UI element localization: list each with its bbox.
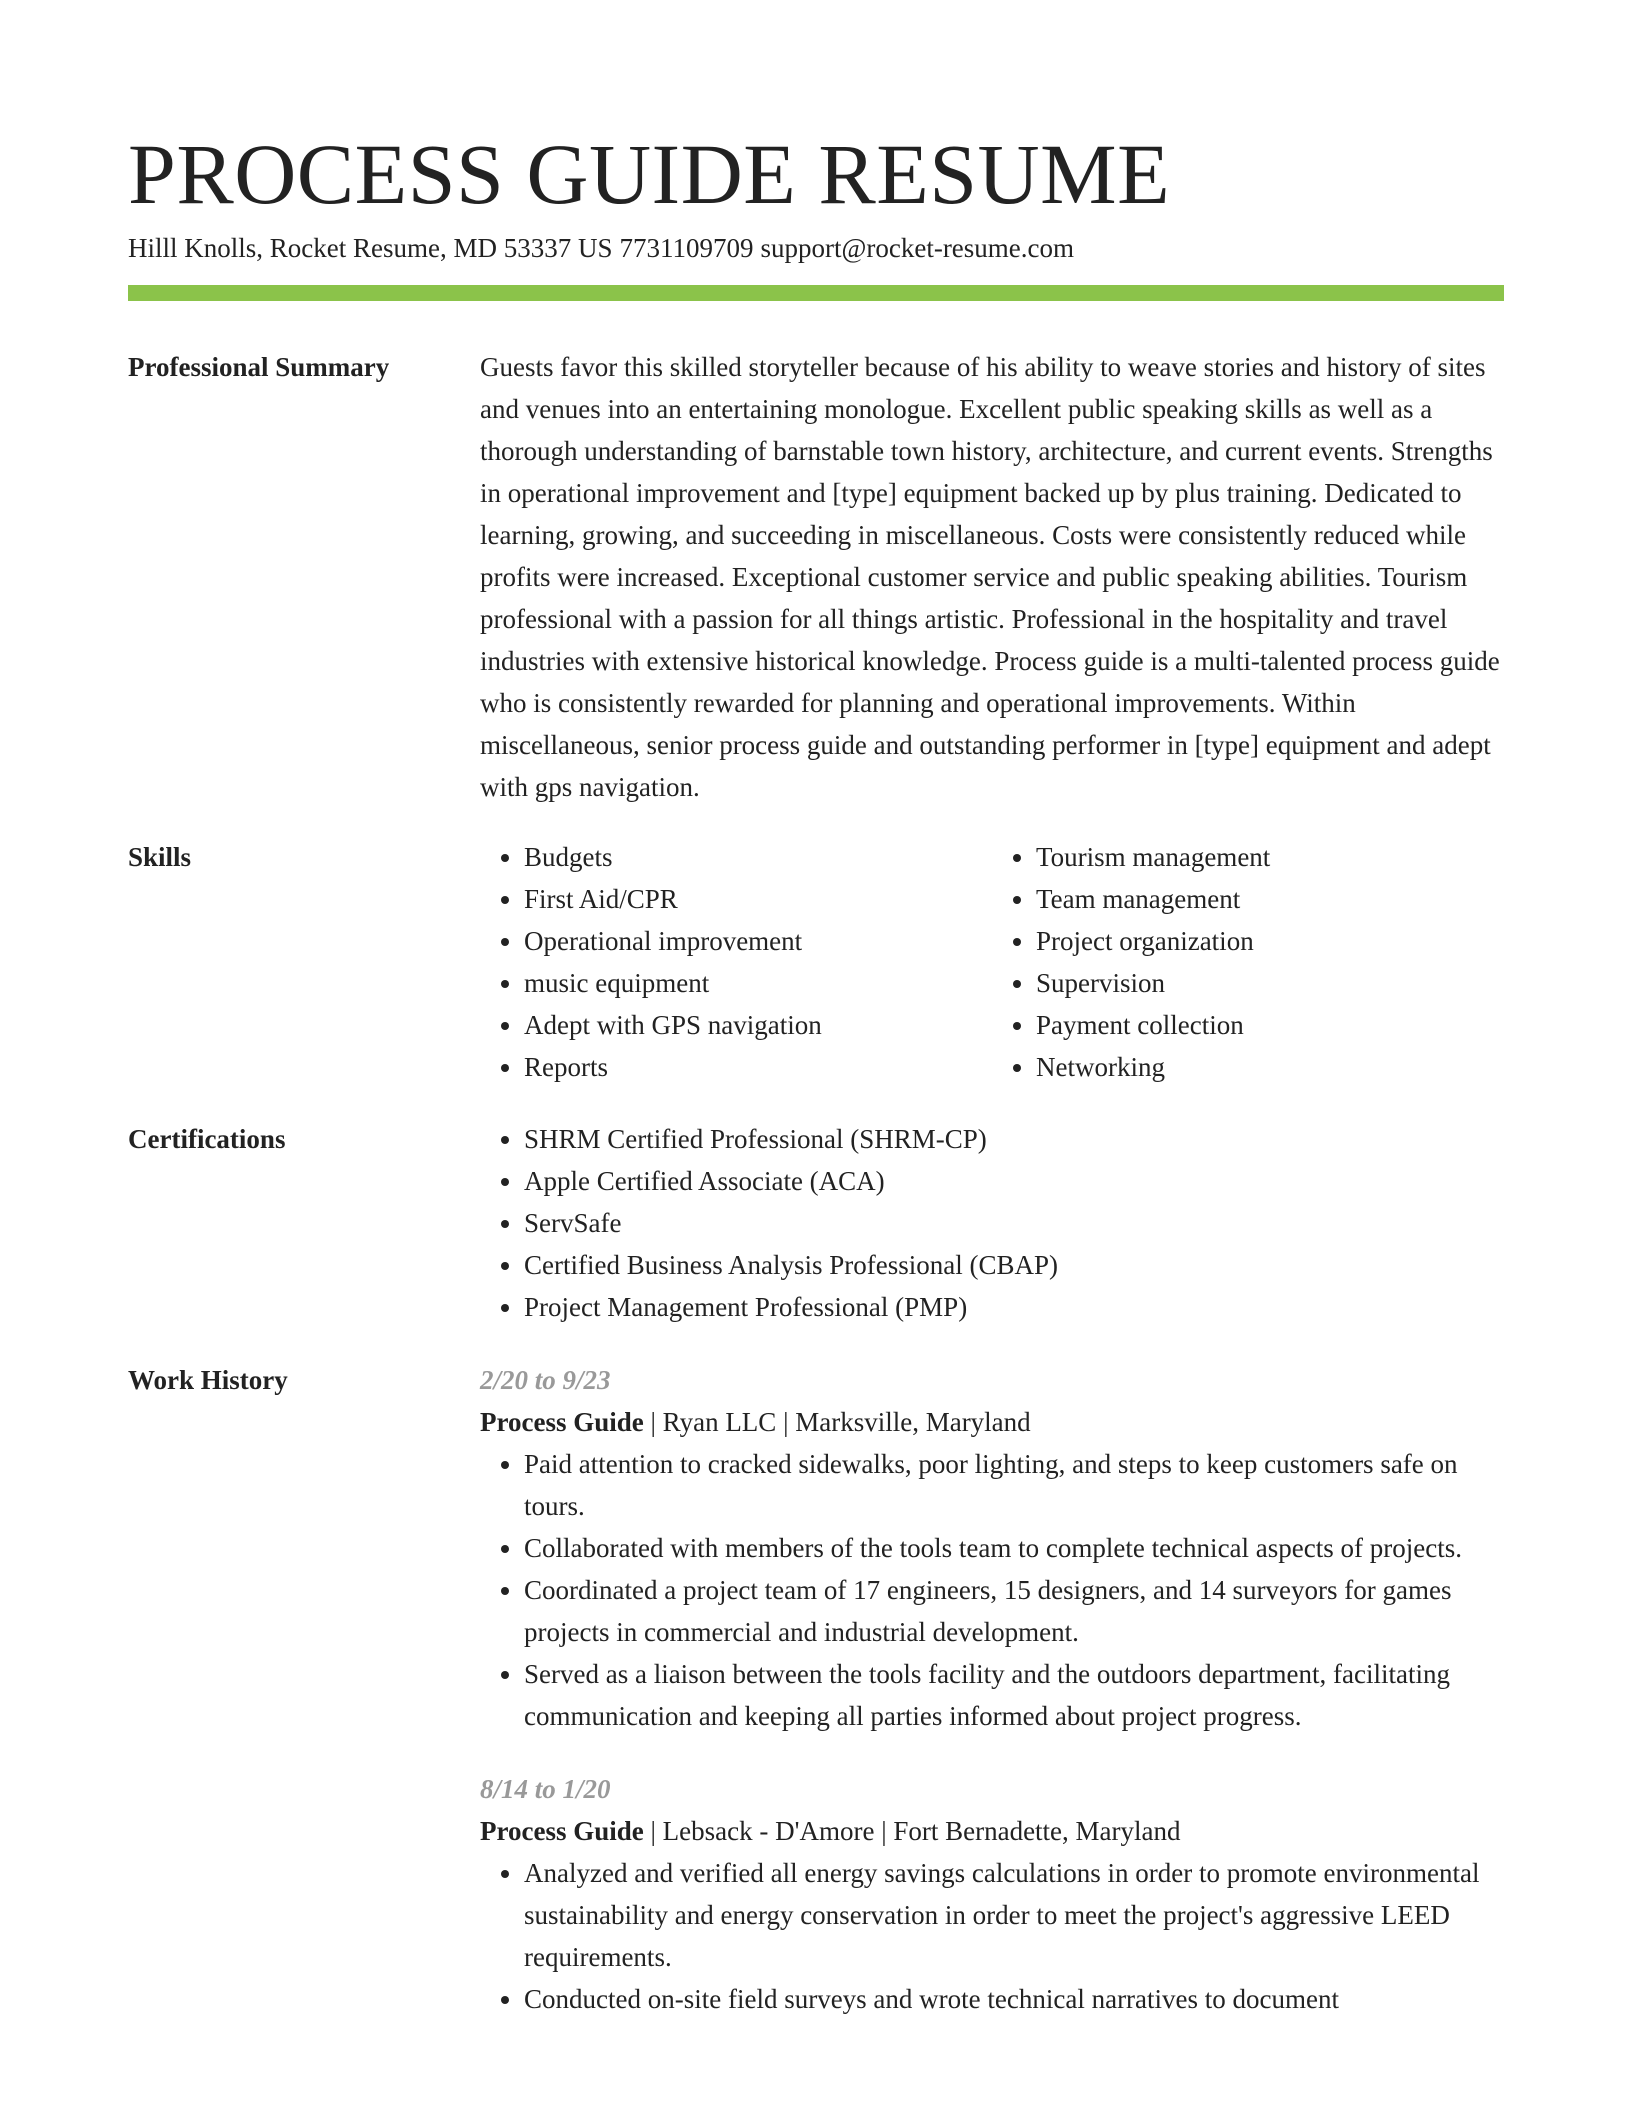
job-title: Process Guide xyxy=(480,1407,644,1437)
skill-item: • Team management xyxy=(1036,878,1504,920)
job-entry xyxy=(480,1768,1504,2020)
job-dates: 2/20 to 9/23 xyxy=(480,1365,611,1395)
skills-grid xyxy=(480,836,1504,1088)
job-location: Fort Bernadette, Maryland xyxy=(893,1816,1181,1846)
job-bullet: • Collaborated with members of the tools team to complete technical aspects of projects. xyxy=(524,1527,1504,1569)
job-bullets xyxy=(480,1852,1504,2020)
contact-phone: 7731109709 xyxy=(619,233,754,263)
skills-list-left xyxy=(480,836,992,1088)
skill-item: • First Aid/CPR xyxy=(524,878,992,920)
job-title: Process Guide xyxy=(480,1816,644,1846)
certifications-body xyxy=(480,1118,1504,1328)
job-bullet: • Served as a liaison between the tools facility and the outdoors department, facilitating communication and keeping all parties informed about project progress. xyxy=(524,1653,1504,1737)
skill-item: • Reports xyxy=(524,1046,992,1088)
work-history-label: Work History xyxy=(128,1365,288,1395)
contact-address: Hilll Knolls, Rocket Resume, MD 53337 US xyxy=(128,233,613,263)
skill-item: • music equipment xyxy=(524,962,992,1004)
certifications-list xyxy=(480,1118,1504,1328)
contact-line xyxy=(128,230,1074,266)
summary-label: Professional Summary xyxy=(128,352,390,382)
certification-item: • Apple Certified Associate (ACA) xyxy=(524,1160,1504,1202)
skill-item: • Supervision xyxy=(1036,962,1504,1004)
skills-list-right xyxy=(992,836,1504,1088)
certification-item: • ServSafe xyxy=(524,1202,1504,1244)
job-entry xyxy=(480,1359,1504,1737)
certification-item: • SHRM Certified Professional (SHRM-CP) xyxy=(524,1118,1504,1160)
contact-email: support@rocket-resume.com xyxy=(760,233,1075,263)
job-heading: Process Guide | Ryan LLC | Marksville, Maryland xyxy=(480,1407,1031,1437)
job-company: Lebsack - D'Amore xyxy=(662,1816,875,1846)
job-bullet: • Conducted on-site field surveys and wrote technical narratives to document xyxy=(524,1978,1504,2020)
resume-title: PROCESS GUIDE RESUME xyxy=(128,126,1171,222)
skill-item: • Payment collection xyxy=(1036,1004,1504,1046)
job-heading: Process Guide | Lebsack - D'Amore | Fort Bernadette, Maryland xyxy=(480,1816,1181,1846)
skill-item: • Project organization xyxy=(1036,920,1504,962)
work-history-body xyxy=(480,1359,1504,2020)
certifications-label: Certifications xyxy=(128,1124,286,1154)
job-company: Ryan LLC xyxy=(662,1407,777,1437)
job-bullet: • Analyzed and verified all energy savings calculations in order to promote environmental sustainability and energy conservation in order to meet the project's aggressive LEED requirements. xyxy=(524,1852,1504,1978)
job-dates: 8/14 to 1/20 xyxy=(480,1774,611,1804)
header-divider xyxy=(128,285,1504,301)
job-bullet: • Coordinated a project team of 17 engineers, 15 designers, and 14 surveyors for games projects in commercial and industrial development. xyxy=(524,1569,1504,1653)
job-bullet: • Paid attention to cracked sidewalks, poor lighting, and steps to keep customers safe on tours. xyxy=(524,1443,1504,1527)
certification-item: • Project Management Professional (PMP) xyxy=(524,1286,1504,1328)
skill-item: • Budgets xyxy=(524,836,992,878)
certification-item: • Certified Business Analysis Professional (CBAP) xyxy=(524,1244,1504,1286)
job-bullets xyxy=(480,1443,1504,1737)
skill-item: • Adept with GPS navigation xyxy=(524,1004,992,1046)
skills-label: Skills xyxy=(128,842,192,872)
summary-text: Guests favor this skilled storyteller because of his ability to weave stories and history of sites and venues into an entertaining monologue. Excellent public speaking skills as well as a thorough understanding of barnstable town history, architecture, and current events. Strengths in operational improvement and [type] equipment backed up by plus training. Dedicated to learning, growing, and succeeding in miscellaneous. Costs were consistently reduced while profits were increased. Exceptional customer service and public speaking abilities. Tourism professional with a passion for all things artistic. Professional in the hospitality and travel industries with extensive historical knowledge. Process guide is a multi-talented process guide who is consistently rewarded for planning and operational improvements. Within miscellaneous, senior process guide and outstanding performer in [type] equipment and adept with gps navigation. xyxy=(480,352,1500,802)
skill-item: • Operational improvement xyxy=(524,920,992,962)
job-location: Marksville, Maryland xyxy=(795,1407,1031,1437)
skill-item: • Tourism management xyxy=(1036,836,1504,878)
summary-body xyxy=(480,346,1504,808)
skills-body xyxy=(480,836,1504,1088)
skill-item: • Networking xyxy=(1036,1046,1504,1088)
